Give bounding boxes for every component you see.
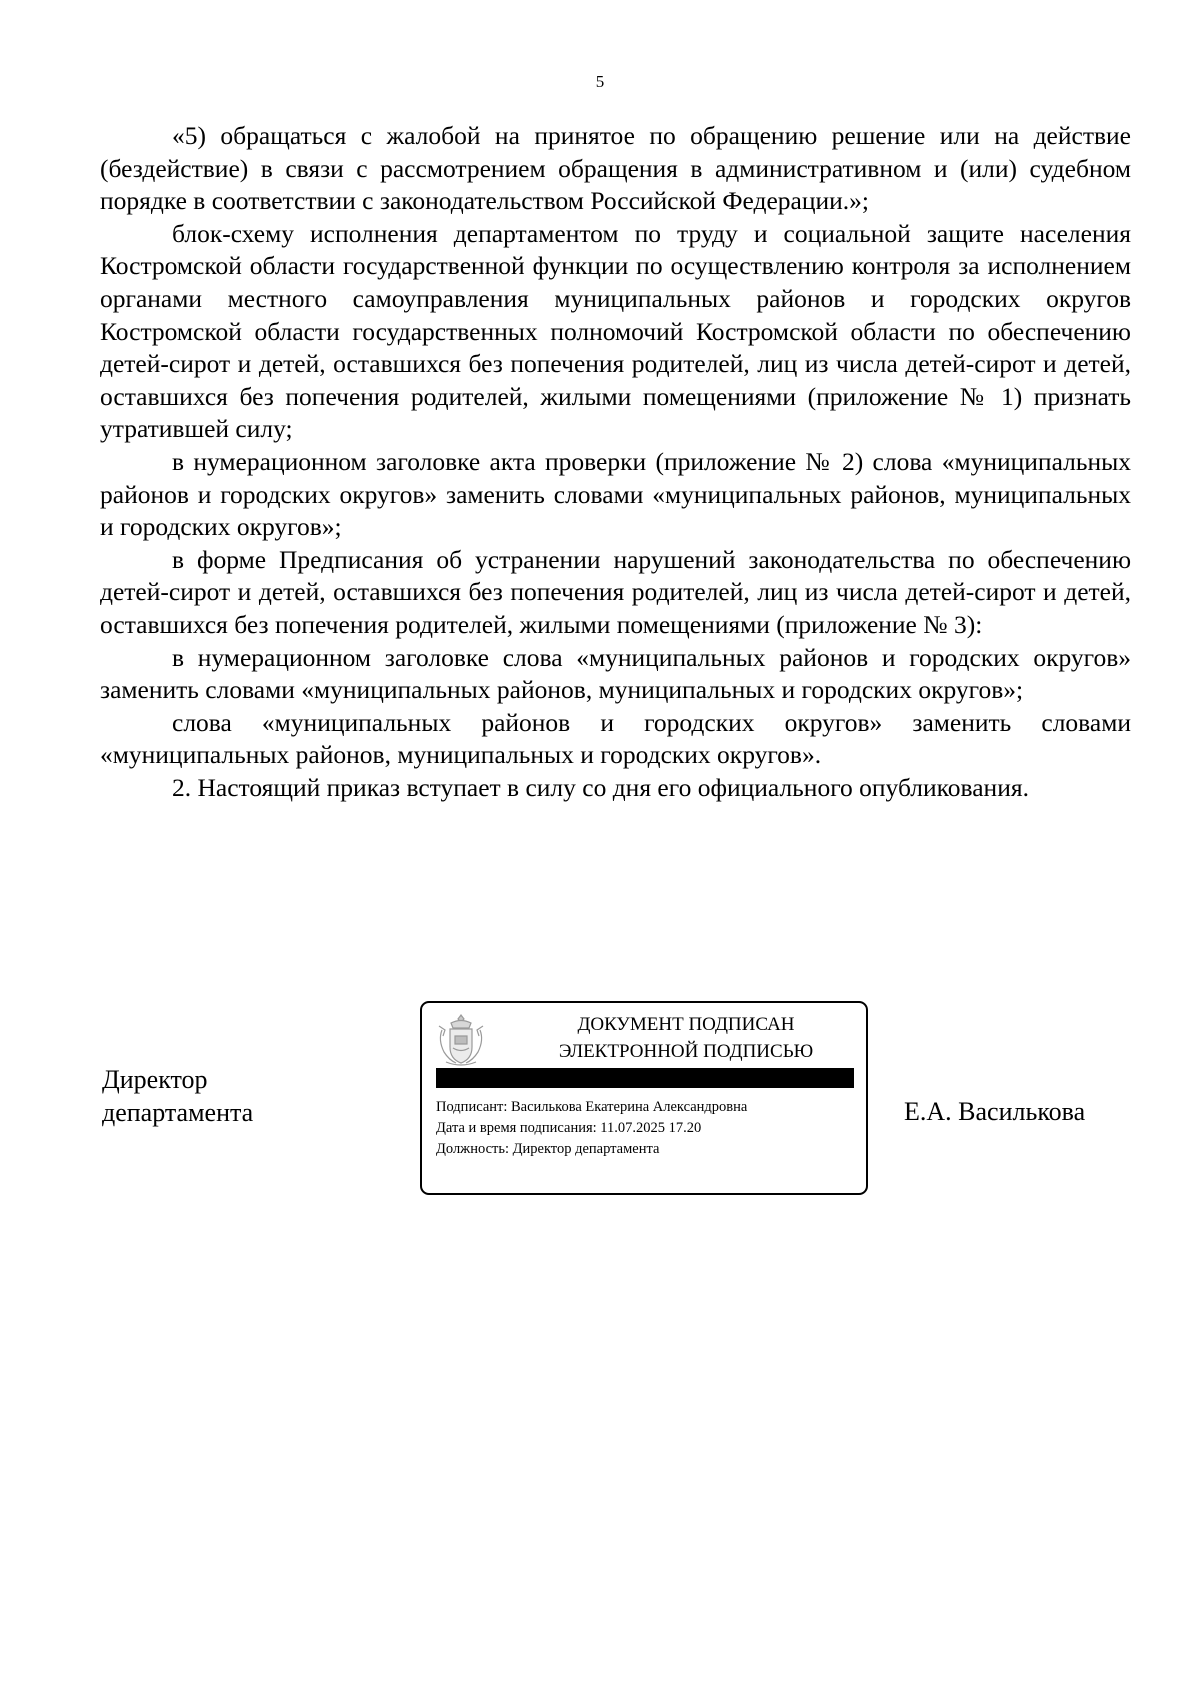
paragraph-numbering-heading: в нумерационном заголовке слова «муниципальных районов и городских округов» заменить словами «муниципальных районов, муниципальных и городских округов»;	[100, 642, 1131, 705]
paragraph-flowchart-repeal: блок-схему исполнения департаментом по труду и социальной защите населения Костромской области государственной функции по осуществлению контроля за исполнением органами местного самоуправления муниципальных районов и городских округов Костромской области государственных полномочий Костромской области по обеспечению детей-сирот и детей, оставшихся без попечения родителей, лиц из числа детей-сирот и детей, оставшихся без попечения родителей, жилыми помещениями (приложение № 1) признать утратившей силу;	[100, 218, 1131, 444]
signatory-position-line2: департамента	[102, 1098, 254, 1127]
stamp-heading	[518, 1011, 854, 1065]
stamp-position: Должность: Директор департамента	[436, 1141, 660, 1157]
kostroma-coat-of-arms-icon	[434, 1012, 488, 1068]
stamp-signer: Подписант: Василькова Екатерина Александровна	[436, 1099, 748, 1115]
stamp-heading-line1: ДОКУМЕНТ ПОДПИСАН	[577, 1014, 795, 1035]
paragraph-prescription-form: в форме Предписания об устранении нарушений законодательства по обеспечению детей-сирот и детей, оставшихся без попечения родителей, лиц из числа детей-сирот и детей, оставшихся без попечения родителей, жилыми помещениями (приложение № 3):	[100, 544, 1131, 639]
paragraph-complaint-right: «5) обращаться с жалобой на принятое по обращению решение или на действие (бездействие) в связи с рассмотрением обращения в административном и (или) судебном порядке в соответствии с законодательством Российской Федерации.»;	[100, 121, 1131, 216]
stamp-heading-line2: ЭЛЕКТРОННОЙ ПОДПИСЬЮ	[558, 1041, 814, 1062]
paragraph-entry-into-force: 2. Настоящий приказ вступает в силу со дня его официального опубликования.	[172, 772, 1029, 802]
signatory-position-line1: Директор	[102, 1065, 208, 1094]
document-body	[100, 120, 1131, 804]
signatory-position	[102, 1063, 253, 1129]
page-number: 5	[595, 72, 605, 91]
redacted-certificate-bar	[436, 1068, 854, 1088]
stamp-signed-at: Дата и время подписания: 11.07.2025 17.20	[436, 1120, 702, 1136]
e-signature-stamp	[420, 1001, 868, 1195]
paragraph-words-replacement: слова «муниципальных районов и городских округов» заменить словами «муниципальных районов, муниципальных и городских округов».	[100, 707, 1131, 770]
paragraph-inspection-act: в нумерационном заголовке акта проверки (приложение № 2) слова «муниципальных районов и городских округов» заменить словами «муниципальных районов, муниципальных и городских округов»;	[100, 446, 1131, 542]
signatory-name: Е.А. Василькова	[904, 1097, 1086, 1126]
stamp-details	[436, 1097, 747, 1160]
